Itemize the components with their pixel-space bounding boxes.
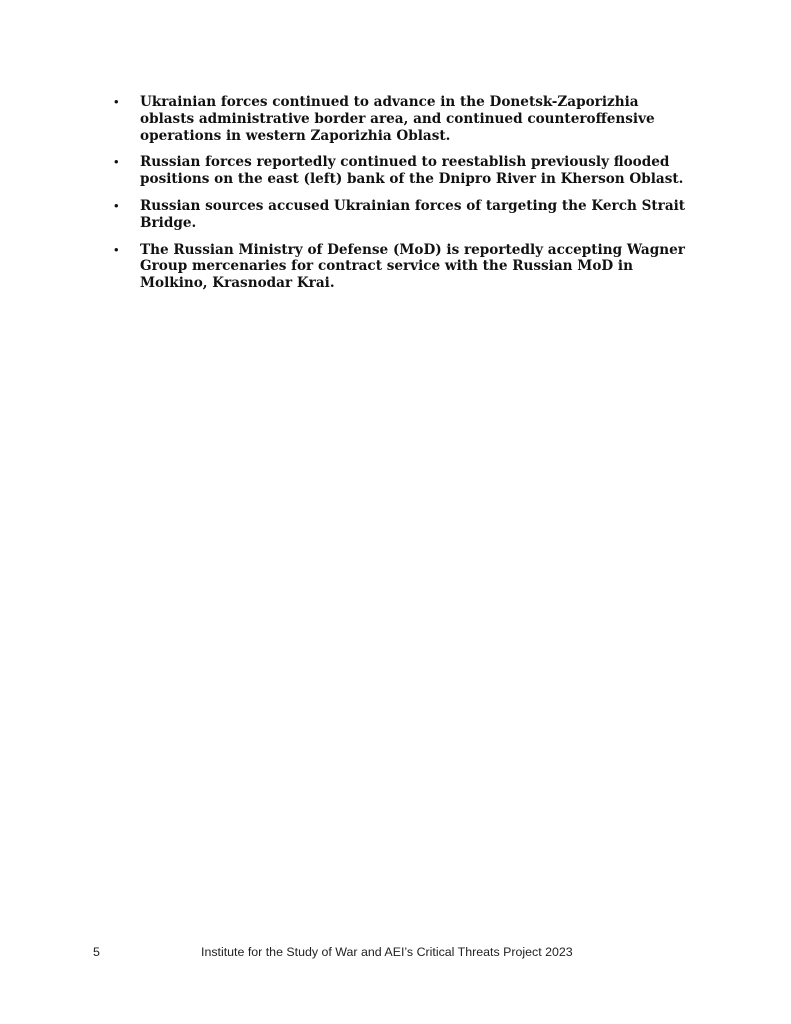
bullet-icon: • [114, 197, 119, 213]
list-item [114, 242, 694, 292]
list-item-text: Russian forces reportedly continued to reestablish previously flooded positions on the east (left) bank of the Dnipro River in Kherson Oblast. [140, 154, 684, 188]
bullet-icon: • [114, 154, 119, 170]
key-takeaways-list [114, 94, 694, 302]
page-footer [0, 942, 791, 962]
list-item [114, 198, 694, 232]
bullet-icon: • [114, 94, 119, 109]
list-item-text: Russian sources accused Ukrainian forces of targeting the Kerch Strait Bridge. [140, 197, 686, 231]
list-item-text: Ukrainian forces continued to advance in the Donetsk-Zaporizhia oblasts administrative border area, and continued counteroffensive operations in western Zaporizhia Oblast. [140, 94, 655, 144]
footer-text: Institute for the Study of War and AEI’s Critical Threats Project 2023 [201, 945, 573, 959]
list-item-text: The Russian Ministry of Defense (MoD) is reportedly accepting Wagner Group mercenaries for contract service with the Russian MoD in Molkino, Krasnodar Krai. [140, 241, 685, 292]
page-number: 5 [93, 945, 100, 959]
list-item [114, 94, 694, 144]
bullet-icon: • [114, 241, 119, 257]
list-item [114, 154, 694, 188]
